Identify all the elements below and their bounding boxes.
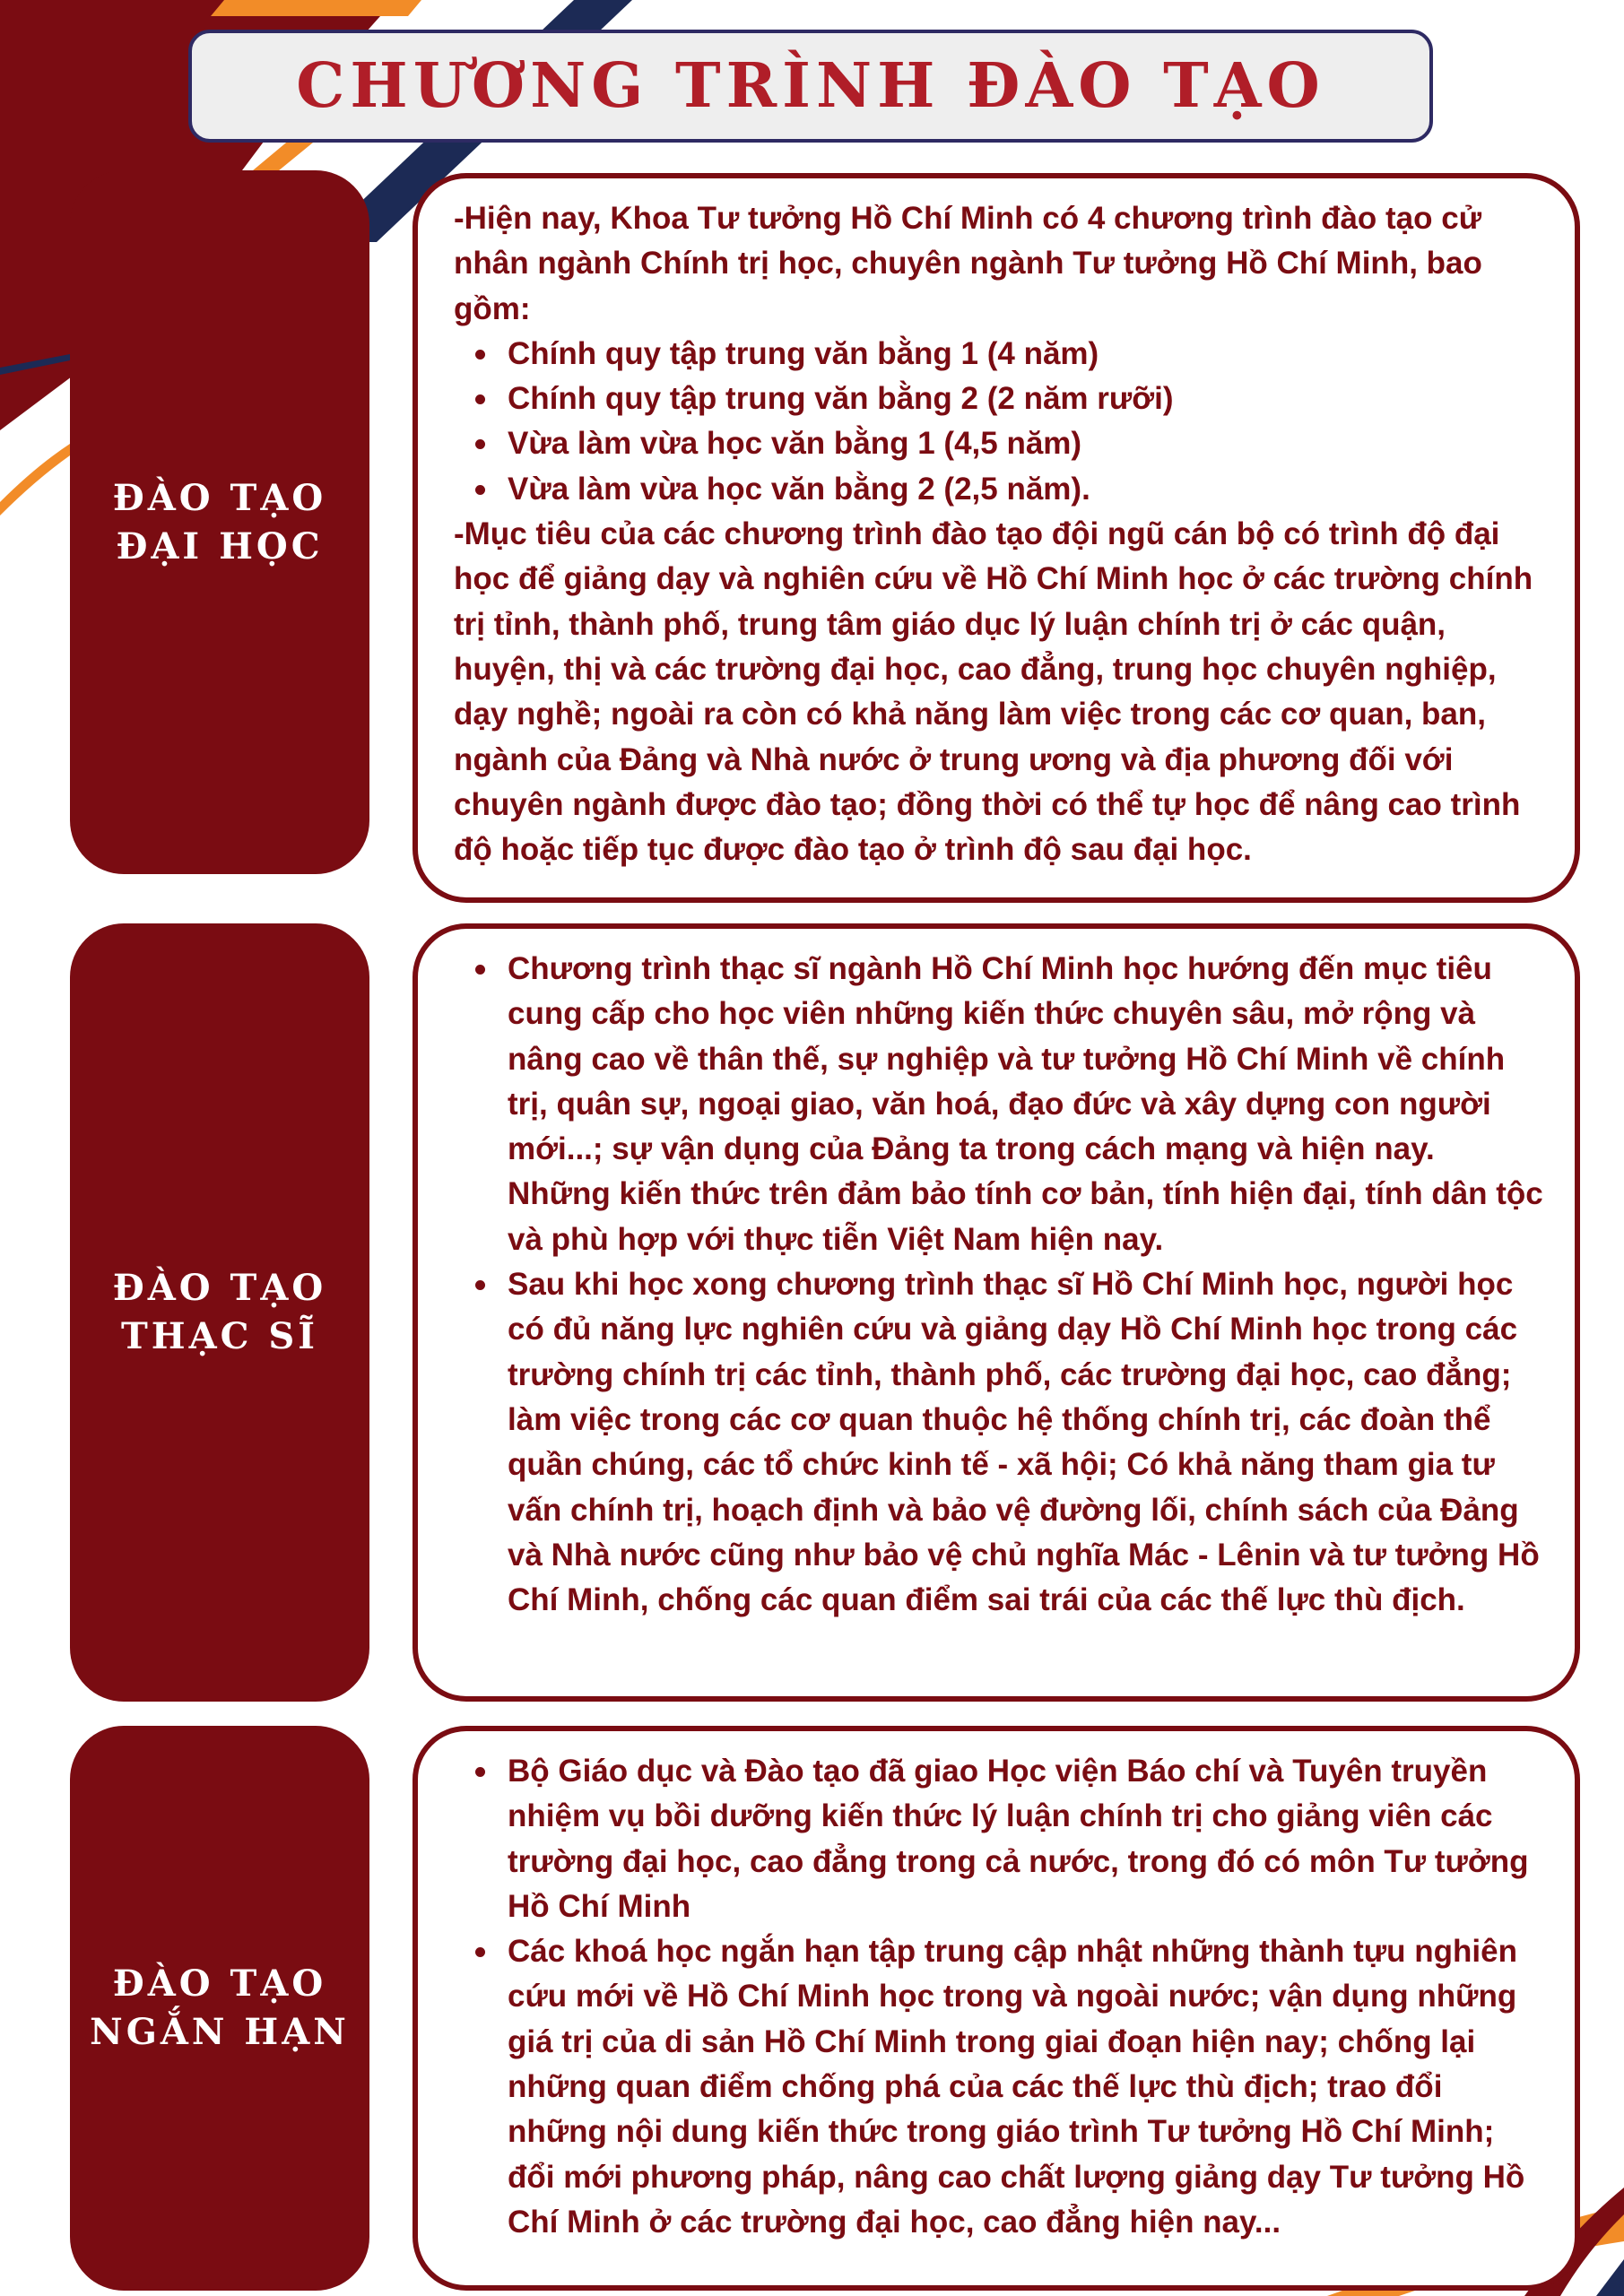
section-label-line: ĐÀO TẠO [112,476,327,519]
section-intro: -Hiện nay, Khoa Tư tưởng Hồ Chí Minh có 4 chương trình đào tạo cử nhân ngành Chính trị học, chuyên ngành Tư tưởng Hồ Chí Minh, bao gồm: [454,201,1482,326]
section-label-thac-si [70,923,369,1702]
objective-list [454,947,1544,1623]
section-label-line: ĐÀO TẠO [112,1267,327,1309]
title-banner [188,30,1433,143]
section-label-line: ĐÀO TẠO [112,1962,327,2005]
list-item: Bộ Giáo dục và Đào tạo đã giao Học viện Báo chí và Tuyên truyền nhiệm vụ bồi dưỡng kiến thức lý luận chính trị cho giảng viên các trường đại học, cao đẳng trong cả nước, trong đó có môn Tư tưởng Hồ Chí Minh [508,1749,1544,1929]
section-outro: -Mục tiêu của các chương trình đào tạo đội ngũ cán bộ có trình độ đại học để giảng dạy và nghiên cứu về Hồ Chí Minh học ở các trường chính trị tỉnh, thành phố, trung tâm giáo dục lý luận chính trị ở các quận, huyện, thị và các trường đại học, cao đẳng, trung học chuyên nghiệp, dạy nghề; ngoài ra còn có khả năng làm việc trong các cơ quan, ban, ngành của Đảng và Nhà nước ở trung ương và địa phương đối với chuyên ngành được đào tạo; đồng thời có thể tự học để nâng cao trình độ hoặc tiếp tục được đào tạo ở trình độ sau đại học. [454,516,1533,868]
list-item: Chính quy tập trung văn bằng 1 (4 năm) [508,332,1544,377]
section-label-dai-hoc [70,170,369,874]
program-list [454,332,1544,512]
section-label-line: NGẮN HẠN [90,2011,350,2053]
section-label-ngan-han [70,1726,369,2291]
list-item: Chương trình thạc sĩ ngành Hồ Chí Minh học hướng đến mục tiêu cung cấp cho học viên những kiến thức chuyên sâu, mở rộng và nâng cao về thân thế, sự nghiệp và tư tưởng Hồ Chí Minh về chính trị, quân sự, ngoại giao, văn hoá, đạo đức và xây dựng con người mới...; sự vận dụng của Đảng ta trong cách mạng và hiện nay. Những kiến thức trên đảm bảo tính cơ bản, tính hiện đại, tính dân tộc và phù hợp với thực tiễn Việt Nam hiện nay. [508,947,1544,1262]
decor-navy-swoosh-bottom [1596,2259,1624,2296]
section-content-thac-si [413,923,1580,1702]
section-label-line: ĐẠI HỌC [116,524,324,568]
page-title: CHƯƠNG TRÌNH ĐÀO TẠO [296,50,1325,122]
list-item: Chính quy tập trung văn bằng 2 (2 năm rưỡi) [508,377,1544,421]
decor-orange-top [211,0,421,16]
section-content-dai-hoc [413,173,1580,903]
decor-orange-swoosh-left [0,444,70,516]
list-item: Vừa làm vừa học văn bằng 2 (2,5 năm). [508,467,1544,512]
course-list [454,1749,1544,2245]
list-item: Vừa làm vừa học văn bằng 1 (4,5 năm) [508,421,1544,466]
section-content-ngan-han [413,1726,1580,2291]
section-label-line: THẠC SĨ [121,1315,318,1357]
list-item: Các khoá học ngắn hạn tập trung cập nhật những thành tựu nghiên cứu mới về Hồ Chí Minh học trong và ngoài nước; vận dụng những giá trị của di sản Hồ Chí Minh trong giai đoạn hiện nay; chống lại những quan điểm chống phá của các thế lực thù địch; trao đổi những nội dung kiến thức trong giáo trình Tư tưởng Hồ Chí Minh; đổi mới phương pháp, nâng cao chất lượng giảng dạy Tư tưởng Hồ Chí Minh ở các trường đại học, cao đẳng hiện nay... [508,1929,1544,2245]
list-item: Sau khi học xong chương trình thạc sĩ Hồ Chí Minh học, người học có đủ năng lực nghiên cứu và giảng dạy Hồ Chí Minh học trong các trường chính trị các tỉnh, thành phố, các trường đại học, cao đẳng; làm việc trong các cơ quan thuộc hệ thống chính trị, các đoàn thể quần chúng, các tổ chức kinh tế - xã hội; Có khả năng tham gia tư vấn chính trị, hoạch định và bảo vệ đường lối, chính sách của Đảng và Nhà nước cũng như bảo vệ chủ nghĩa Mác - Lênin và tư tưởng Hồ Chí Minh, chống các quan điểm sai trái của các thế lực thù địch. [508,1262,1544,1623]
